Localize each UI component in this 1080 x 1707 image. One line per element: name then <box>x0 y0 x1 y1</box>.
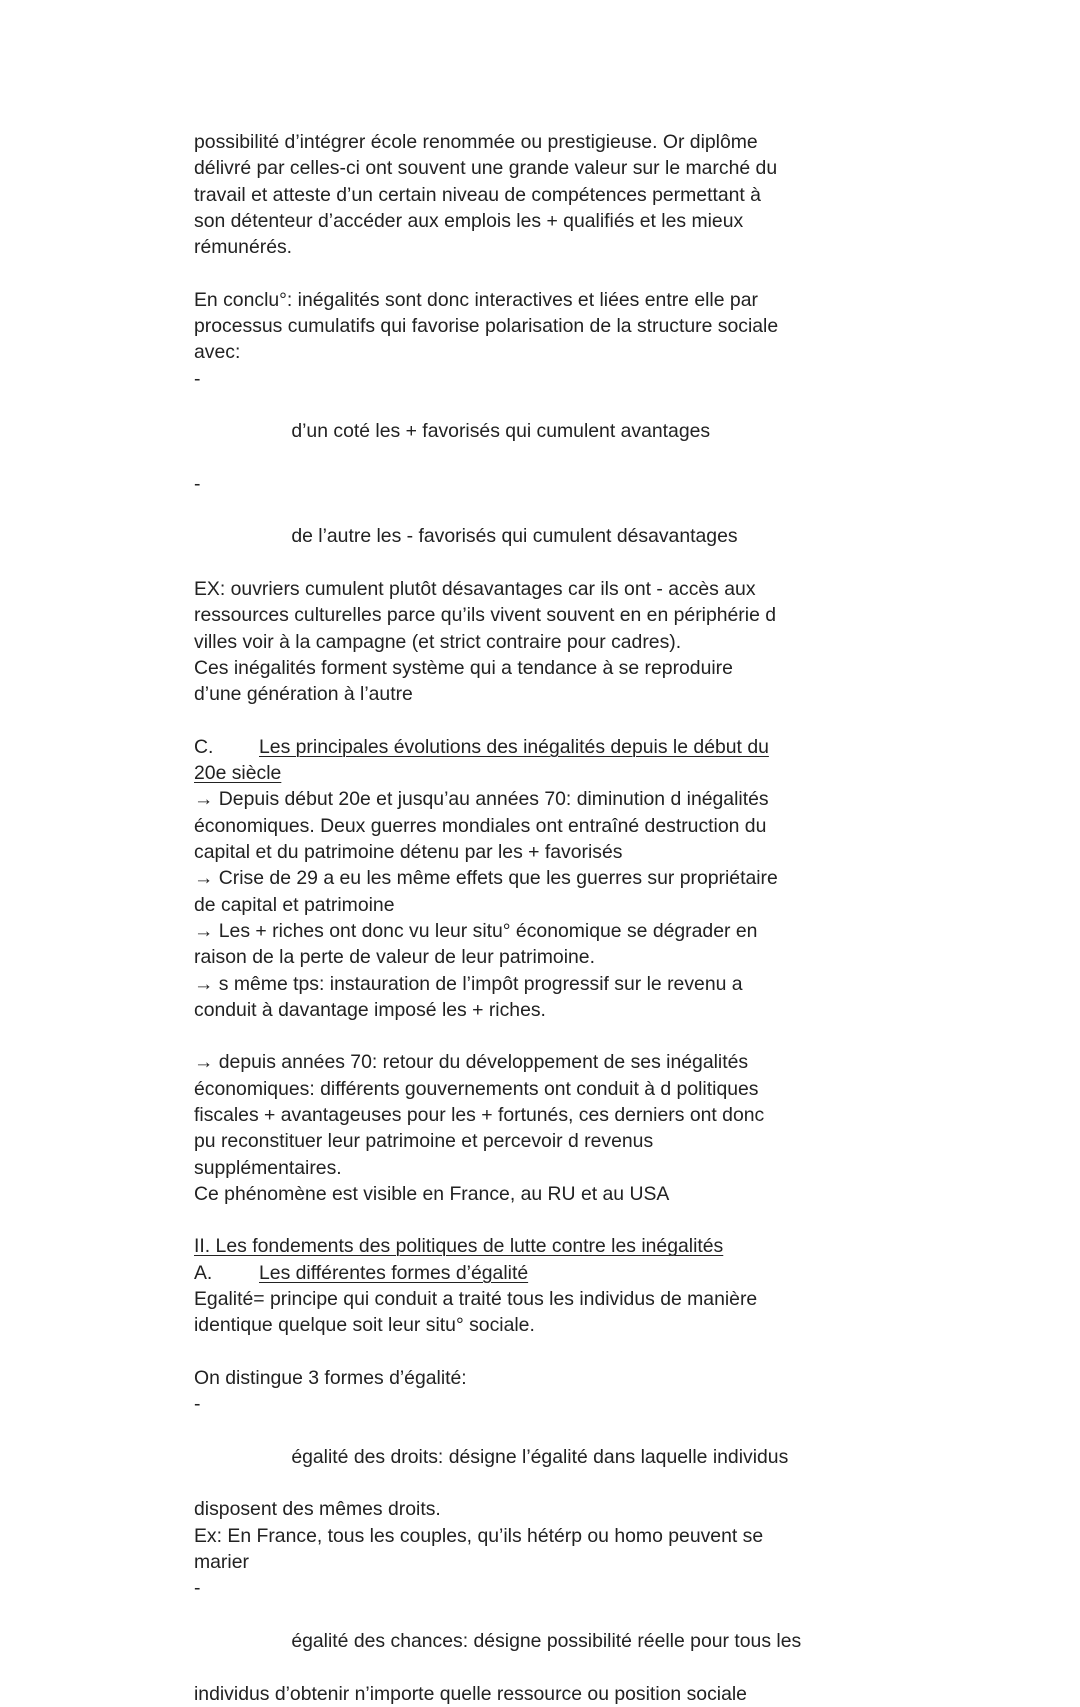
text-line: conduit à davantage imposé les + riches. <box>194 998 546 1021</box>
text-line: marier <box>194 1551 249 1574</box>
list-item <box>194 366 814 471</box>
text-line: → Depuis début 20e et jusqu’au années 70: diminution d inégalités <box>194 788 769 811</box>
text-line: Egalité= principe qui conduit a traité tous les individus de manière <box>194 1288 758 1311</box>
paragraph-egalite-definition <box>194 1286 814 1339</box>
section-letter: A. <box>194 1261 213 1284</box>
blank-line <box>194 1339 814 1365</box>
heading-line <box>194 1233 814 1259</box>
text-line: délivré par celles-ci ont souvent une grande valeur sur le marché du <box>194 157 778 180</box>
text-line: On distingue 3 formes d’égalité: <box>194 1366 467 1389</box>
list-item <box>194 471 814 576</box>
paragraph-depuis-70 <box>194 1049 814 1207</box>
list-item-text: d’un coté les + favorisés qui cumulent avantages <box>291 420 711 443</box>
text-line: → s même tps: instauration de l’impôt progressif sur le revenu a <box>194 972 743 995</box>
list-item-text: égalité des chances: désigne possibilité réelle pour tous les <box>291 1629 802 1652</box>
dash-bullet: - <box>194 367 201 390</box>
text-line: Ex: En France, tous les couples, qu’ils hétérp ou homo peuvent se <box>194 1524 764 1547</box>
text-line: possibilité d’intégrer école renommée ou prestigieuse. Or diplôme <box>194 131 758 153</box>
list-item-text: de l’autre les - favorisés qui cumulent désavantages <box>291 525 738 548</box>
text-line: fiscales + avantageuses pour les + fortunés, ces derniers ont donc <box>194 1103 765 1126</box>
text-line: travail et atteste d’un certain niveau de compétences permettant à <box>194 183 761 206</box>
subsection-title: Les différentes formes d’égalité <box>259 1261 529 1284</box>
text-line: individus d’obtenir n’importe quelle ressource ou position sociale <box>194 1682 747 1705</box>
paragraph-formes-egalite <box>194 1365 814 1707</box>
list-item-text: égalité des droits: désigne l’égalité dans laquelle individus <box>291 1445 789 1468</box>
paragraph-diplome <box>194 129 814 260</box>
text-line: ressources culturelles parce qu’ils vivent souvent en en périphérie d <box>194 604 777 627</box>
section-c-heading <box>194 734 814 787</box>
list-item <box>194 1391 814 1496</box>
heading-line <box>194 734 814 760</box>
text-line: identique quelque soit leur situ° sociale. <box>194 1314 535 1337</box>
paragraph-conclusion <box>194 287 814 708</box>
heading-line <box>194 760 814 786</box>
blank-line <box>194 1023 814 1049</box>
text-line: → Les + riches ont donc vu leur situ° économique se dégrader en <box>194 919 758 942</box>
text-line: raison de la perte de valeur de leur patrimoine. <box>194 946 595 969</box>
list-item <box>194 1575 814 1680</box>
text-line: disposent des mêmes droits. <box>194 1498 441 1521</box>
dash-bullet: - <box>194 1577 201 1600</box>
text-line: Ces inégalités forment système qui a tendance à se reproduire <box>194 656 733 679</box>
text-line: économiques. Deux guerres mondiales ont entraîné destruction du <box>194 814 767 837</box>
blank-line <box>194 708 814 734</box>
document-page <box>194 129 814 1707</box>
text-line: économiques: différents gouvernements ont conduit à d politiques <box>194 1077 759 1100</box>
section-title: Les principales évolutions des inégalités depuis le début du <box>259 735 769 758</box>
section-title: II. Les fondements des politiques de lutte contre les inégalités <box>194 1235 724 1258</box>
text-line: processus cumulatifs qui favorise polarisation de la structure sociale <box>194 315 779 338</box>
section-ii-heading <box>194 1233 814 1286</box>
text-line: avec: <box>194 341 241 364</box>
text-line: rémunérés. <box>194 236 293 259</box>
text-line: EX: ouvriers cumulent plutôt désavantages car ils ont - accès aux <box>194 578 756 601</box>
text-line: Ce phénomène est visible en France, au RU et au USA <box>194 1182 670 1205</box>
section-letter: C. <box>194 735 214 758</box>
text-line: → Crise de 29 a eu les même effets que les guerres sur propriétaire <box>194 867 778 890</box>
dash-bullet: - <box>194 1393 201 1416</box>
text-line: villes voir à la campagne (et strict contraire pour cadres). <box>194 630 682 653</box>
text-line: d’une génération à l’autre <box>194 683 413 706</box>
text-line: de capital et patrimoine <box>194 893 395 916</box>
text-line: En conclu°: inégalités sont donc interactives et liées entre elle par <box>194 288 758 311</box>
text-line: son détenteur d’accéder aux emplois les + qualifiés et les mieux <box>194 209 744 232</box>
dash-bullet: - <box>194 472 201 495</box>
section-title-continued: 20e siècle <box>194 762 282 785</box>
text-line: supplémentaires. <box>194 1156 342 1179</box>
heading-line <box>194 1260 814 1286</box>
text-line: capital et du patrimoine détenu par les + favorisés <box>194 841 623 864</box>
paragraph-evolutions <box>194 786 814 1023</box>
text-line: pu reconstituer leur patrimoine et percevoir d revenus <box>194 1130 654 1153</box>
text-line: → depuis années 70: retour du développement de ses inégalités <box>194 1051 749 1074</box>
blank-line <box>194 1207 814 1233</box>
blank-line <box>194 260 814 286</box>
